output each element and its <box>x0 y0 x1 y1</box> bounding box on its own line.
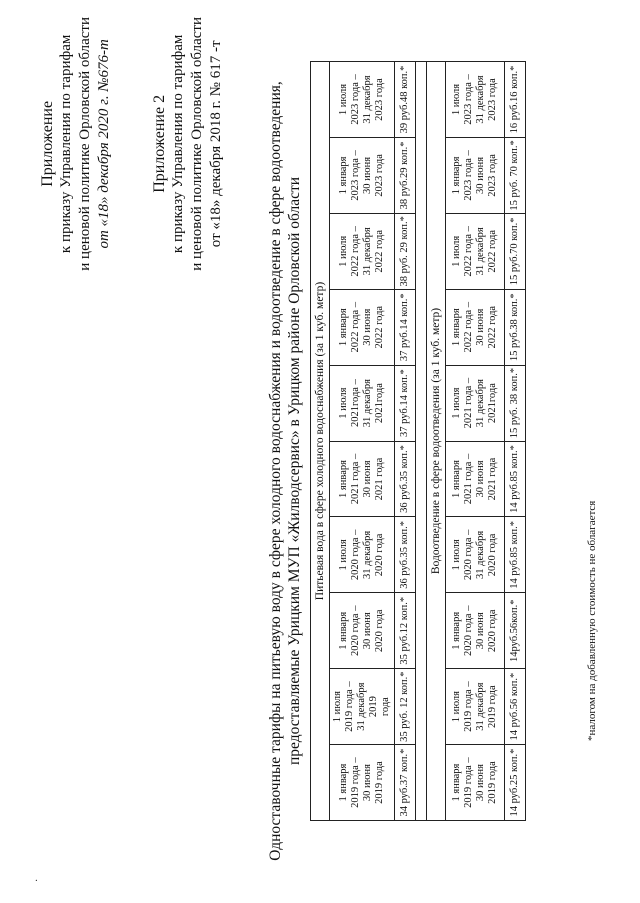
period-line: 30 июня <box>475 308 486 346</box>
period-line: 1 января <box>338 156 349 195</box>
tariff-value-cell: 38 руб.29 коп.* <box>395 137 416 213</box>
stamp-date-line: от «18» декабря 2020 г. №676-т <box>96 39 112 249</box>
period-cell <box>330 441 395 517</box>
period-line: 2023 года <box>374 78 385 121</box>
tariff-value-row <box>505 62 526 821</box>
tariff-table <box>310 61 526 821</box>
tariff-value-cell: 37 руб.14 коп.* <box>395 289 416 365</box>
heading-line: предоставляемые Урицким МУП «Жилводсервис» в Урицком районе Орловской области <box>286 176 303 766</box>
period-line: 1 января <box>451 308 462 347</box>
period-cell <box>330 745 395 821</box>
approval-stamp <box>38 17 114 271</box>
period-line: 2022 года – <box>463 226 474 277</box>
section-header-row <box>311 62 330 821</box>
tariff-value-cell: 34 руб.37 коп.* <box>395 745 416 821</box>
period-cell <box>446 365 505 441</box>
tariff-value-cell: 14 руб.85 коп.* <box>505 517 526 593</box>
period-line: 1 июля <box>451 235 462 267</box>
tariff-value-cell: 15 руб.38 коп.* <box>505 289 526 365</box>
period-line: 31 декабря <box>475 379 486 428</box>
period-line: 2020 года – <box>463 529 474 581</box>
period-line: 1 июля <box>338 235 349 267</box>
period-line: 2019 года <box>374 761 385 804</box>
rotated-document-sheet <box>20 11 620 891</box>
period-line: 2022 года – <box>463 301 474 353</box>
stamp-title: Приложение 2 <box>151 94 168 193</box>
period-line: 1 июля <box>451 691 462 723</box>
section-title: Питьевая вода в сфере холодного водоснабжения (за 1 куб. метр) <box>311 62 330 821</box>
period-cell <box>330 669 395 745</box>
tariff-value-cell: 36 руб.35 коп.* <box>395 517 416 593</box>
period-line: 2023 года – <box>350 74 361 125</box>
period-line: 1 июля <box>451 83 462 116</box>
period-line: 1 июля <box>338 83 349 116</box>
stamp-line: к приказу Управления по тарифам <box>170 34 186 254</box>
period-cell <box>330 289 395 365</box>
period-line: 30 июня <box>475 156 486 194</box>
section-header-row <box>427 62 446 821</box>
period-line: 30 июня <box>362 308 373 346</box>
period-line: 2020 года – <box>463 605 474 657</box>
period-line: 2021 года – <box>463 377 474 429</box>
period-line: 1 января <box>338 763 349 802</box>
stamp-line: к приказу Управления по тарифам <box>58 34 74 254</box>
tariff-value-cell: 35 руб. 12 коп.* <box>395 669 416 745</box>
tariff-value-cell: 14 руб.25 коп.* <box>505 745 526 821</box>
stamp-line: и ценовой политике Орловской области <box>77 17 93 271</box>
tariff-value-cell: 16 руб.16 коп.* <box>505 62 526 138</box>
period-line: 2020 года <box>487 609 498 653</box>
period-cell <box>330 365 395 441</box>
period-row <box>446 62 505 821</box>
period-line: 2019 года – <box>344 681 355 732</box>
period-line: 1 января <box>338 308 349 347</box>
period-line: 2023 года – <box>463 74 474 125</box>
document-heading <box>266 51 304 891</box>
period-line: 2023 года <box>374 154 385 197</box>
period-line: 1 января <box>338 611 349 650</box>
period-cell <box>446 289 505 365</box>
period-line: 2022 года <box>487 230 498 273</box>
gap-cell <box>416 62 427 821</box>
period-line: года <box>380 697 391 717</box>
period-line: 31 декабря <box>362 227 373 276</box>
period-line: 1 июля <box>338 387 349 419</box>
period-line: 1 января <box>451 611 462 650</box>
period-line: 2022 года – <box>350 301 361 353</box>
period-line: 30 июня <box>475 460 486 498</box>
period-line: 1 января <box>451 763 462 802</box>
tariff-value-cell: 15 руб. 70 коп.* <box>505 137 526 213</box>
period-cell <box>330 62 395 138</box>
period-line: 2022 года – <box>350 226 361 277</box>
period-cell <box>446 62 505 138</box>
heading-line: Одноставочные тарифы на питьевую воду в сфере холодного водоснабжения и водоотведение в сфере водоотведения, <box>267 81 284 861</box>
tariff-value-cell: 14 руб.56 коп.* <box>505 669 526 745</box>
period-cell <box>330 517 395 593</box>
period-line: 31 декабря <box>362 379 373 428</box>
period-line: 2023 года – <box>350 150 361 201</box>
tariff-value-row <box>395 62 416 821</box>
period-line: 1 июля <box>451 387 462 419</box>
period-line: 1 января <box>451 460 462 498</box>
period-cell <box>446 745 505 821</box>
period-cell <box>446 669 505 745</box>
period-row <box>330 62 395 821</box>
period-line: 1 января <box>451 156 462 195</box>
period-line: 1 января <box>338 460 349 498</box>
tariff-value-cell: 39 руб.48 коп.* <box>395 62 416 138</box>
period-line: 2020 года <box>374 533 385 577</box>
period-line: 2021года – <box>350 379 361 428</box>
tariff-value-cell: 15 руб.70 коп.* <box>505 213 526 289</box>
period-line: 30 июня <box>475 764 486 802</box>
footnote: *налогом на добавленную стоимость не облагается <box>586 500 598 741</box>
period-line: 2020 года <box>487 533 498 577</box>
period-line: 31 декабря <box>475 75 486 124</box>
period-line: 1 июля <box>338 539 349 571</box>
stamp-line: и ценовой политике Орловской области <box>189 17 205 271</box>
stamp-title: Приложение <box>39 100 56 187</box>
section-title: Водоотведение в сфере водоотведения (за 1 куб. метр) <box>427 62 446 821</box>
period-cell <box>446 517 505 593</box>
section-gap-row <box>416 62 427 821</box>
tariff-value-cell: 36 руб.35 коп.* <box>395 441 416 517</box>
period-line: 2022 года <box>374 305 385 349</box>
period-line: 2019 года <box>487 685 498 728</box>
period-line: 1 июля <box>451 539 462 571</box>
period-line: 1 июля <box>332 691 343 723</box>
stamp-date-line: от «18» декабря 2018 г. № 617 -т <box>208 40 224 248</box>
period-line: 2021 года – <box>463 453 474 505</box>
period-line: 2021 года <box>487 457 498 501</box>
period-line: 31 декабря <box>475 227 486 276</box>
period-line: 30 июня <box>362 460 373 498</box>
period-line: 30 июня <box>475 612 486 650</box>
period-line: 2023 года <box>487 78 498 121</box>
tariff-value-cell: 37 руб.14 коп.* <box>395 365 416 441</box>
tariff-value-cell: 14руб.56коп.* <box>505 593 526 669</box>
period-line: 2019 года – <box>463 757 474 808</box>
period-line: 31 декабря <box>475 682 486 731</box>
period-cell <box>446 441 505 517</box>
appendix-stamp <box>150 17 226 271</box>
tariff-value-cell: 38 руб. 29 коп.* <box>395 213 416 289</box>
period-line: 2020 года – <box>350 605 361 657</box>
period-cell <box>446 213 505 289</box>
period-line: 2022 года <box>487 305 498 349</box>
period-cell <box>446 137 505 213</box>
period-line: 31 декабря 2019 <box>356 682 379 731</box>
tariff-value-cell: 14 руб.85 коп.* <box>505 441 526 517</box>
period-line: 2021года <box>487 383 498 424</box>
tariff-value-cell: 35 руб.12 коп.* <box>395 593 416 669</box>
period-line: 31 декабря <box>362 530 373 579</box>
period-line: 30 июня <box>362 764 373 802</box>
tariff-value-cell: 15 руб. 38 коп.* <box>505 365 526 441</box>
period-line: 2020 года <box>374 609 385 653</box>
period-cell <box>446 593 505 669</box>
period-line: 30 июня <box>362 612 373 650</box>
period-line: 2020 года – <box>350 529 361 581</box>
period-line: 30 июня <box>362 156 373 194</box>
period-line: 2023 года <box>487 154 498 197</box>
period-line: 2019 года <box>487 761 498 804</box>
period-cell <box>330 137 395 213</box>
period-line: 2019 года – <box>463 681 474 732</box>
period-line: 2021 года <box>374 457 385 501</box>
period-line: 2019 года – <box>350 757 361 808</box>
period-line: 2022 года <box>374 230 385 273</box>
period-cell <box>330 593 395 669</box>
period-cell <box>330 213 395 289</box>
period-line: 2021года <box>374 383 385 424</box>
period-line: 2023 года – <box>463 150 474 201</box>
margin-mark: · <box>32 878 43 882</box>
period-line: 2021 года – <box>350 453 361 505</box>
period-line: 31 декабря <box>475 530 486 579</box>
period-line: 31 декабря <box>362 75 373 124</box>
